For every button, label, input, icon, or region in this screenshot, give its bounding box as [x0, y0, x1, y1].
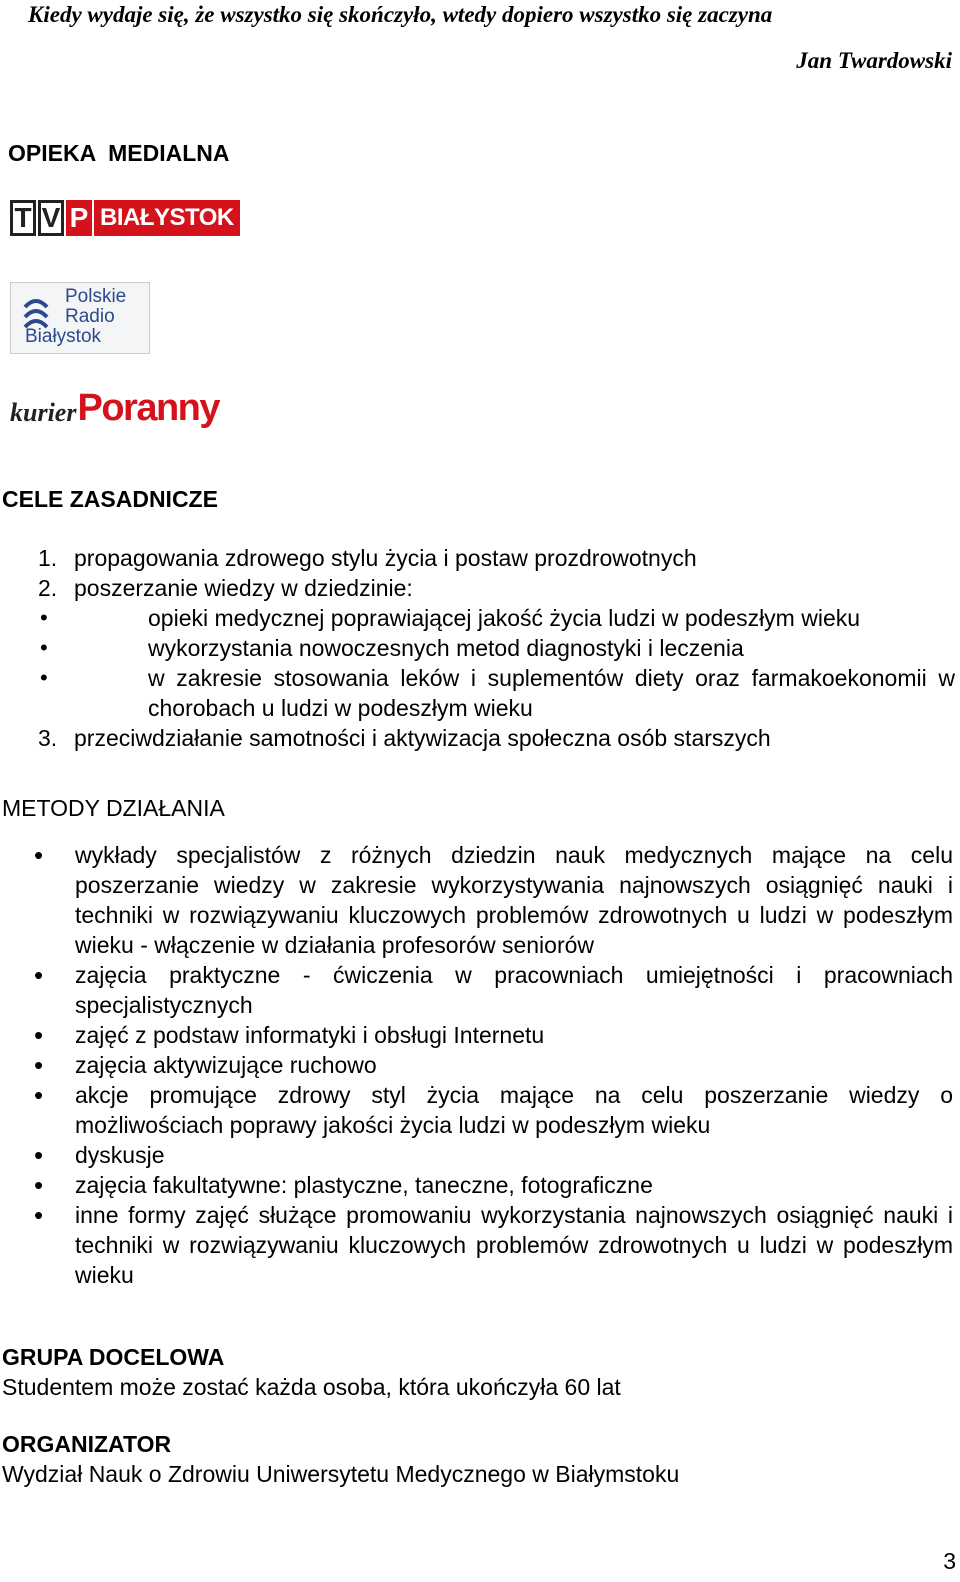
goal-text: poszerzanie wiedzy w dziedzinie:	[74, 575, 413, 601]
radio-logo-line-3: Białystok	[25, 326, 102, 347]
motto-quote: Kiedy wydaje się, że wszystko się skończyło, wtedy dopiero wszystko się zaczyna	[28, 2, 773, 27]
method-item: • dyskusje	[0, 1140, 953, 1170]
method-item: • zajęć z podstaw informatyki i obsługi Internetu	[0, 1020, 953, 1050]
kurier-prefix: kurier	[10, 398, 77, 427]
tvp-letter-v: V	[38, 200, 64, 236]
method-item: • zajęcia fakultatywne: plastyczne, taneczne, fotograficzne	[0, 1170, 953, 1200]
method-item: • akcje promujące zdrowy styl życia mające na celu poszerzanie wiedzy o możliwościach poprawy jakości życia ludzi w podeszłym wieku	[0, 1080, 953, 1140]
method-item: • inne formy zajęć służące promowaniu wykorzystania najnowszych osiągnięć nauki i techniki w rozwiązywaniu kluczowych problemów zdrowotnych u ludzi w podeszłym wieku	[0, 1200, 953, 1290]
tvp-bialystok-logo	[10, 200, 240, 236]
goal-subitem: • wykorzystania nowoczesnych metod diagnostyki i leczenia	[0, 633, 955, 663]
organizer-text: Wydział Nauk o Zdrowiu Uniwersytetu Medycznego w Białymstoku	[2, 1461, 680, 1487]
goal-text: propagowania zdrowego stylu życia i postaw prozdrowotnych	[74, 545, 697, 571]
method-item: • zajęcia aktywizujące ruchowo	[0, 1050, 953, 1080]
polskie-radio-bialystok-logo	[10, 282, 150, 354]
organizer-title: ORGANIZATOR	[2, 1431, 172, 1457]
goal-number: 3.	[38, 725, 58, 751]
tvp-letter-t: T	[10, 200, 36, 236]
radio-logo-line-2: Radio	[65, 306, 115, 327]
tvp-city-label: BIAŁYSTOK	[94, 200, 240, 236]
goals-section-title: CELE ZASADNICZE	[2, 486, 218, 512]
goal-subitem: • opieki medycznej poprawiającej jakość życia ludzi w podeszłym wieku	[0, 603, 955, 633]
goal-item	[0, 543, 955, 573]
goal-number: 2.	[38, 575, 58, 601]
target-group-text: Studentem może zostać każda osoba, która ukończyła 60 lat	[2, 1374, 621, 1400]
target-group-title: GRUPA DOCELOWA	[2, 1344, 225, 1370]
media-section-title: OPIEKA MEDIALNA	[8, 140, 230, 166]
kurier-poranny-logo	[10, 382, 219, 428]
goal-number: 1.	[38, 545, 58, 571]
motto-author: Jan Twardowski	[796, 48, 952, 73]
goals-list	[0, 543, 955, 753]
kurier-name: Poranny	[77, 387, 220, 429]
radio-logo-line-1: Polskie	[65, 286, 127, 307]
goal-subitems	[0, 603, 955, 723]
goal-item	[0, 723, 955, 753]
methods-section-title: METODY DZIAŁANIA	[2, 795, 225, 821]
method-item: • wykłady specjalistów z różnych dziedzin nauk medycznych mające na celu poszerzanie wiedzy w zakresie wykorzystywania najnowszych osiągnięć nauki i techniki w rozwiązywaniu kluczowych problemów zdrowotnych u ludzi w podeszłym wieku - włączenie w działania profesorów seniorów	[0, 840, 953, 960]
page-number: 3	[943, 1548, 956, 1574]
methods-list	[0, 840, 953, 1290]
method-item: • zajęcia praktyczne - ćwiczenia w pracowniach umiejętności i pracowniach specjalistycznych	[0, 960, 953, 1020]
tvp-letter-p: P	[66, 200, 92, 236]
goal-item	[0, 573, 955, 723]
goal-text: przeciwdziałanie samotności i aktywizacja społeczna osób starszych	[74, 725, 771, 751]
goal-subitem: • w zakresie stosowania leków i suplementów diety oraz farmakoekonomii w chorobach u ludzi w podeszłym wieku	[0, 663, 955, 723]
